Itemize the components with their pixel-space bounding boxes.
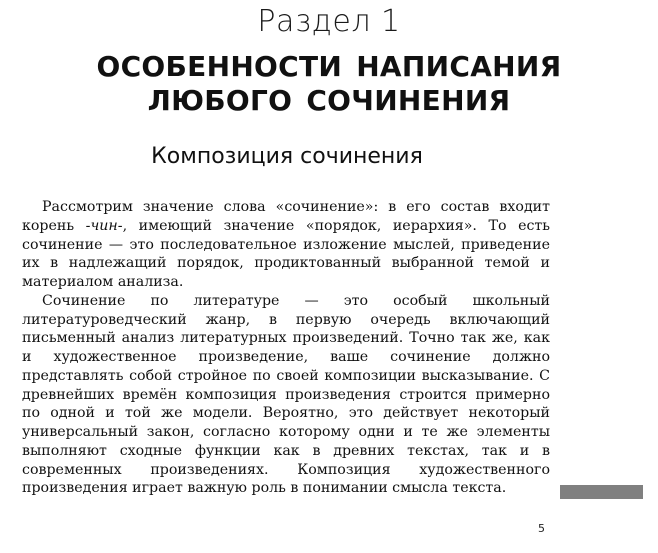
section-label: Раздел 1 — [257, 4, 401, 39]
chapter-title-line-1: ОСОБЕННОСТИ НАПИСАНИЯ — [96, 50, 562, 83]
paragraph-1 — [22, 198, 550, 292]
paragraph-2: Сочинение по литературе — это особый школьный литературоведческий жанр, в первую очередь включающий письменный анализ литературных произведений. Точно так же, как и художественное произведение, ваше сочинение должно представлять собой стройное по своей композиции высказывание. С древнейших времён композиция произведения строится примерно по одной и той же модели. Вероятно, это действует некоторый универсальный закон, согласно которому одни и те же элементы выполняют сходные функции как в древних текстах, так и в современных произведениях. Композиция художественного произведения играет важную роль в понимании смысла текста. — [22, 292, 550, 497]
body-text — [22, 198, 550, 498]
paragraph-1-part-1: Рассмотрим значение слова «сочинение»: в его состав входит корень — [22, 199, 550, 234]
subsection-title: Композиция сочинения — [151, 144, 423, 169]
chapter-title-line-2: ЛЮБОГО СОЧИНЕНИЯ — [147, 84, 511, 117]
section-edge-marker — [560, 485, 643, 499]
page-number: 5 — [538, 522, 545, 535]
word-root: -чин- — [85, 217, 123, 234]
paragraph-1-part-2: , имеющий значение «порядок, иерархия». То есть сочинение — это последовательное изложение мыслей, приведение их в надлежащий порядок, продиктованный выбранной темой и материалом анализа. — [22, 217, 550, 290]
